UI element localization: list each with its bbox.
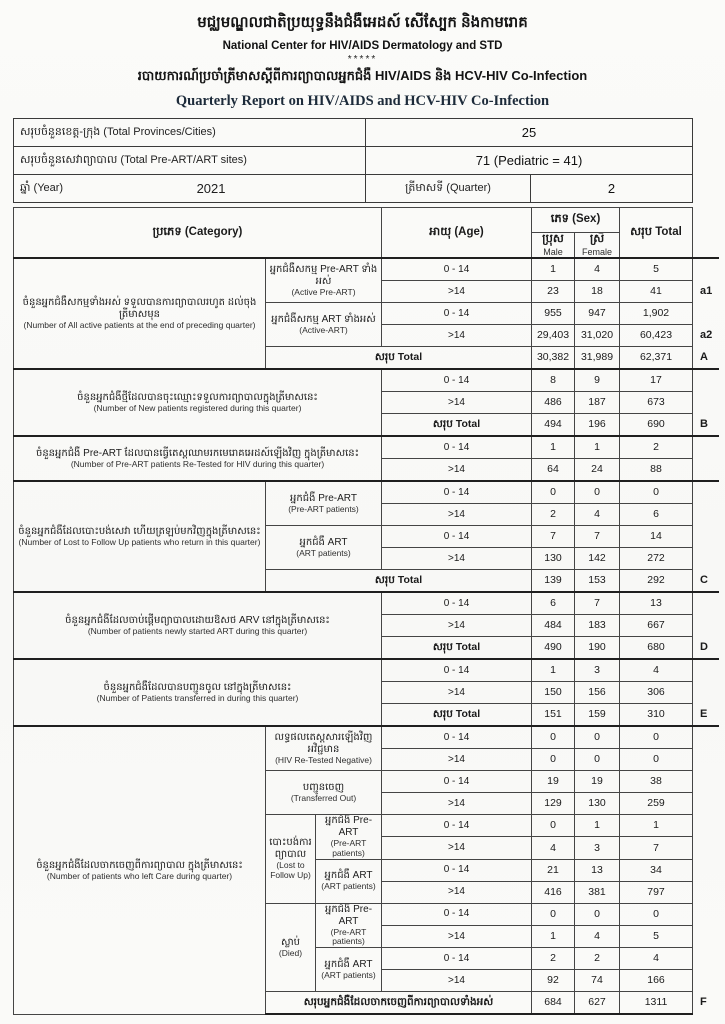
quarter-value: 2 bbox=[531, 175, 693, 203]
value-cell: 31,020 bbox=[575, 325, 620, 347]
value-cell: 2 bbox=[575, 948, 620, 970]
value-cell: 494 bbox=[532, 414, 575, 437]
table-row bbox=[14, 726, 719, 749]
ref-letter bbox=[693, 526, 719, 548]
summary-info-table bbox=[13, 118, 693, 203]
ref-letter: E bbox=[700, 707, 708, 720]
value-cell: 306 bbox=[620, 682, 693, 704]
ref-letter bbox=[693, 392, 719, 414]
value-cell: 6 bbox=[532, 592, 575, 615]
age-range-cell: 0 - 14 bbox=[382, 592, 532, 615]
value-cell: 4 bbox=[532, 837, 575, 859]
value-cell: 92 bbox=[532, 970, 575, 992]
value-cell: 153 bbox=[575, 570, 620, 593]
value-cell: 190 bbox=[575, 637, 620, 660]
value-cell: 0 bbox=[620, 749, 693, 771]
subcategory-label: លទ្ធផលតេស្តសារឡើងវិញ អវិជ្ជមាន (HIV Re-Tested Negative) bbox=[266, 726, 382, 771]
ref-letter bbox=[693, 859, 719, 881]
subcategory-label: អ្នកជំងឺ Pre-ART (Pre-ART patients) bbox=[316, 903, 382, 948]
total-row-label: សរុបអ្នកជំងឺដែលចាកចេញពីការព្យាបាលទាំងអស់ bbox=[266, 992, 532, 1015]
section-label: ចំនួនអ្នកជំងឺដែលបោះបង់សេវា ហើយត្រឡប់មកវិញក្នុងត្រីមាសនេះ (Number of Lost to Follow Up patients who return in this quarter) bbox=[14, 481, 266, 592]
ref-letter: A bbox=[700, 350, 708, 363]
value-cell: 6 bbox=[620, 504, 693, 526]
ref-letter bbox=[693, 659, 719, 682]
age-range-cell: 0 - 14 bbox=[382, 771, 532, 793]
value-cell: 130 bbox=[575, 793, 620, 815]
section-label: ចំនួនអ្នកជំងឺដែលចាប់ផ្ដើមព្យាបាលដោយឱសថ ARV នៅក្នុងត្រីមាសនេះ (Number of patients newly started ART during this quarter) bbox=[14, 592, 382, 659]
age-range-cell: 0 - 14 bbox=[382, 948, 532, 970]
ref-letter: B bbox=[700, 417, 708, 430]
total-row-label: សរុប Total bbox=[382, 637, 532, 660]
age-range-cell: >14 bbox=[382, 615, 532, 637]
section-label: ចំនួនអ្នកជំងឺដែលចាកចេញពីការព្យាបាល ក្នុងត្រីមាសនេះ (Number of patients who left Care during quarter) bbox=[14, 726, 266, 1014]
year-quarter-row bbox=[14, 175, 693, 203]
value-cell: 4 bbox=[620, 659, 693, 682]
value-cell: 1 bbox=[532, 659, 575, 682]
age-range-cell: 0 - 14 bbox=[382, 526, 532, 548]
report-header bbox=[0, 13, 725, 110]
age-range-cell: 0 - 14 bbox=[382, 903, 532, 925]
year-cell bbox=[14, 175, 366, 203]
value-cell: 486 bbox=[532, 392, 575, 414]
value-cell: 74 bbox=[575, 970, 620, 992]
age-range-cell: 0 - 14 bbox=[382, 369, 532, 392]
section-label: ចំនួនអ្នកជំងឺ Pre-ART ដែលបានធ្វើតេស្តឈាមរកមេរោគអេដស៍ឡើងវិញ ក្នុងត្រីមាសនេះ (Number of Pre-ART patients Re-Tested for HIV during this quarter) bbox=[14, 436, 382, 481]
report-subtitle-english: Quarterly Report on HIV/AIDS and HCV-HIV Co-Infection bbox=[175, 93, 550, 109]
value-cell: 9 bbox=[575, 369, 620, 392]
age-range-cell: 0 - 14 bbox=[382, 815, 532, 837]
sites-value: 71 (Pediatric = 41) bbox=[366, 147, 693, 175]
age-range-cell: 0 - 14 bbox=[382, 258, 532, 281]
group-label: បោះបង់ការព្យាបាល (Lost to Follow Up) bbox=[266, 815, 316, 904]
ref-letter bbox=[693, 303, 719, 325]
value-cell: 2 bbox=[532, 504, 575, 526]
value-cell: 4 bbox=[575, 258, 620, 281]
subcategory-label: អ្នកជំងឺ Pre-ART (Pre-ART patients) bbox=[316, 815, 382, 860]
ref-letter bbox=[693, 548, 719, 570]
value-cell: 0 bbox=[575, 481, 620, 504]
ref-letter: C bbox=[700, 573, 708, 586]
age-range-cell: >14 bbox=[382, 392, 532, 414]
value-cell: 150 bbox=[532, 682, 575, 704]
value-cell: 4 bbox=[575, 504, 620, 526]
value-cell: 627 bbox=[575, 992, 620, 1015]
value-cell: 7 bbox=[532, 526, 575, 548]
subcategory-label: បញ្ជូនចេញ (Transferred Out) bbox=[266, 771, 382, 815]
value-cell: 64 bbox=[532, 459, 575, 482]
ref-letter bbox=[693, 771, 719, 793]
ref-letter bbox=[693, 592, 719, 615]
ref-letter bbox=[693, 925, 719, 947]
value-cell: 17 bbox=[620, 369, 693, 392]
value-cell: 88 bbox=[620, 459, 693, 482]
age-range-cell: 0 - 14 bbox=[382, 726, 532, 749]
value-cell: 7 bbox=[620, 837, 693, 859]
ref-letter bbox=[693, 436, 719, 459]
ref-letter bbox=[693, 258, 719, 281]
provinces-value: 25 bbox=[366, 119, 693, 147]
ref-letter bbox=[693, 970, 719, 992]
value-cell: 292 bbox=[620, 570, 693, 593]
value-cell: 151 bbox=[532, 704, 575, 727]
value-cell: 490 bbox=[532, 637, 575, 660]
ref-letter bbox=[693, 815, 719, 837]
ref-letter: a2 bbox=[700, 329, 713, 342]
age-range-cell: >14 bbox=[382, 459, 532, 482]
value-cell: 2 bbox=[532, 948, 575, 970]
age-range-cell: 0 - 14 bbox=[382, 659, 532, 682]
age-range-cell: >14 bbox=[382, 970, 532, 992]
total-row-label: សរុប Total bbox=[382, 414, 532, 437]
value-cell: 0 bbox=[532, 903, 575, 925]
value-cell: 1 bbox=[575, 815, 620, 837]
age-range-cell: >14 bbox=[382, 281, 532, 303]
value-cell: 2 bbox=[620, 436, 693, 459]
ref-letter bbox=[693, 481, 719, 504]
value-cell: 4 bbox=[620, 948, 693, 970]
subcategory-label: អ្នកជំងឺ ART (ART patients) bbox=[266, 526, 382, 570]
value-cell: 684 bbox=[532, 992, 575, 1015]
ref-letter bbox=[693, 726, 719, 749]
ref-letter bbox=[693, 615, 719, 637]
subcategory-label: អ្នកជំងឺ ART (ART patients) bbox=[316, 859, 382, 903]
star-separator: ***** bbox=[347, 54, 378, 65]
group-label: ស្លាប់ (Died) bbox=[266, 903, 316, 992]
value-cell: 4 bbox=[575, 925, 620, 947]
org-title-khmer: មជ្ឈមណ្ឌលជាតិប្រយុទ្ធនឹងជំងឺអេដស៍ សើស្បែក និងកាមរោគ bbox=[197, 14, 528, 31]
ref-letter: D bbox=[700, 640, 708, 653]
value-cell: 5 bbox=[620, 925, 693, 947]
value-cell: 797 bbox=[620, 881, 693, 903]
report-subtitle-khmer: របាយការណ៍ប្រចាំត្រីមាសស្តីពីការព្យាបាលអ្នកជំងឺ HIV/AIDS និង HCV-HIV Co-Infection bbox=[137, 68, 588, 83]
value-cell: 139 bbox=[532, 570, 575, 593]
value-cell: 1311 bbox=[620, 992, 693, 1015]
ref-letter: F bbox=[700, 996, 707, 1009]
total-row-label: សរុប Total bbox=[266, 570, 532, 593]
ref-letter bbox=[693, 793, 719, 815]
value-cell: 947 bbox=[575, 303, 620, 325]
value-cell: 0 bbox=[620, 481, 693, 504]
value-cell: 41 bbox=[620, 281, 693, 303]
age-range-cell: >14 bbox=[382, 925, 532, 947]
age-range-cell: >14 bbox=[382, 837, 532, 859]
value-cell: 5 bbox=[620, 258, 693, 281]
value-cell: 8 bbox=[532, 369, 575, 392]
value-cell: 690 bbox=[620, 414, 693, 437]
value-cell: 30,382 bbox=[532, 347, 575, 370]
value-cell: 166 bbox=[620, 970, 693, 992]
table-row bbox=[14, 369, 719, 392]
ref-letter bbox=[693, 369, 719, 392]
value-cell: 31,989 bbox=[575, 347, 620, 370]
value-cell: 0 bbox=[532, 726, 575, 749]
ref-letter bbox=[693, 837, 719, 859]
value-cell: 21 bbox=[532, 859, 575, 881]
subcategory-label: អ្នកជំងឺ ART (ART patients) bbox=[316, 948, 382, 992]
value-cell: 3 bbox=[575, 659, 620, 682]
value-cell: 13 bbox=[620, 592, 693, 615]
year-label: ឆ្នាំ (Year) bbox=[20, 181, 64, 194]
value-cell: 1 bbox=[620, 815, 693, 837]
value-cell: 183 bbox=[575, 615, 620, 637]
subcategory-label: អ្នកជំងឺសកម្ម ART ទាំងអស់ (Active-ART) bbox=[266, 303, 382, 347]
value-cell: 1 bbox=[575, 436, 620, 459]
value-cell: 381 bbox=[575, 881, 620, 903]
value-cell: 1,902 bbox=[620, 303, 693, 325]
value-cell: 159 bbox=[575, 704, 620, 727]
table-row bbox=[14, 481, 719, 504]
value-cell: 416 bbox=[532, 881, 575, 903]
ref-letter bbox=[693, 948, 719, 970]
value-cell: 667 bbox=[620, 615, 693, 637]
value-cell: 259 bbox=[620, 793, 693, 815]
value-cell: 129 bbox=[532, 793, 575, 815]
value-cell: 1 bbox=[532, 436, 575, 459]
age-range-cell: 0 - 14 bbox=[382, 481, 532, 504]
table-row bbox=[14, 592, 719, 615]
value-cell: 142 bbox=[575, 548, 620, 570]
value-cell: 0 bbox=[575, 726, 620, 749]
table-row bbox=[14, 659, 719, 682]
column-header: ប្រុស Male bbox=[532, 233, 575, 259]
org-title-english: National Center for HIV/AIDS Dermatology and STD bbox=[222, 40, 503, 52]
value-cell: 673 bbox=[620, 392, 693, 414]
value-cell: 156 bbox=[575, 682, 620, 704]
value-cell: 0 bbox=[575, 749, 620, 771]
ref-letter bbox=[693, 682, 719, 704]
value-cell: 0 bbox=[620, 726, 693, 749]
value-cell: 187 bbox=[575, 392, 620, 414]
value-cell: 3 bbox=[575, 837, 620, 859]
value-cell: 19 bbox=[532, 771, 575, 793]
value-cell: 13 bbox=[575, 859, 620, 881]
ref-letter bbox=[693, 881, 719, 903]
value-cell: 680 bbox=[620, 637, 693, 660]
value-cell: 130 bbox=[532, 548, 575, 570]
age-range-cell: 0 - 14 bbox=[382, 859, 532, 881]
provinces-label: សរុបចំនួនខេត្ត-ក្រុង (Total Provinces/Cities) bbox=[14, 119, 366, 147]
value-cell: 62,371 bbox=[620, 347, 693, 370]
ref-letter bbox=[693, 459, 719, 482]
value-cell: 0 bbox=[532, 481, 575, 504]
ref-letter bbox=[693, 903, 719, 925]
column-header: ស្រី Female bbox=[575, 233, 620, 259]
value-cell: 29,403 bbox=[532, 325, 575, 347]
age-range-cell: >14 bbox=[382, 325, 532, 347]
value-cell: 272 bbox=[620, 548, 693, 570]
value-cell: 1 bbox=[532, 258, 575, 281]
sites-row bbox=[14, 147, 693, 175]
report-table bbox=[13, 207, 719, 1015]
value-cell: 60,423 bbox=[620, 325, 693, 347]
value-cell: 0 bbox=[532, 749, 575, 771]
age-range-cell: >14 bbox=[382, 881, 532, 903]
subcategory-label: អ្នកជំងឺសកម្ម Pre-ART ទាំងអស់ (Active Pre-ART) bbox=[266, 258, 382, 303]
sites-label: សរុបចំនួនសេវាព្យាបាល (Total Pre-ART/ART sites) bbox=[14, 147, 366, 175]
ref-letter bbox=[693, 208, 719, 233]
ref-letter: a1 bbox=[700, 285, 713, 298]
total-row-label: សរុប Total bbox=[382, 704, 532, 727]
section-label: ចំនួនអ្នកជំងឺសកម្មទាំងអស់ ទទួលបានការព្យាបាលរហូត ដល់ចុងត្រីមាសមុន (Number of All active patients at the end of preceding quarter) bbox=[14, 258, 266, 369]
value-cell: 0 bbox=[620, 903, 693, 925]
section-label: ចំនួនអ្នកជំងឺដែលបានបញ្ជូនចូល នៅក្នុងត្រីមាសនេះ (Number of Patients transferred in during this quarter) bbox=[14, 659, 382, 726]
section-label: ចំនួនអ្នកជំងឺថ្មីដែលបានចុះឈ្មោះទទួលការព្យាបាលក្នុងត្រីមាសនេះ (Number of New patients registered during this quarter) bbox=[14, 369, 382, 436]
value-cell: 7 bbox=[575, 592, 620, 615]
value-cell: 0 bbox=[575, 903, 620, 925]
age-range-cell: >14 bbox=[382, 682, 532, 704]
table-row bbox=[14, 208, 719, 233]
value-cell: 310 bbox=[620, 704, 693, 727]
ref-letter bbox=[693, 749, 719, 771]
total-row-label: សរុប Total bbox=[266, 347, 532, 370]
age-range-cell: 0 - 14 bbox=[382, 303, 532, 325]
year-value: 2021 bbox=[196, 181, 226, 196]
column-header: អាយុ (Age) bbox=[382, 208, 532, 259]
quarter-label: ត្រីមាសទី (Quarter) bbox=[366, 175, 531, 203]
value-cell: 34 bbox=[620, 859, 693, 881]
age-range-cell: >14 bbox=[382, 504, 532, 526]
provinces-row bbox=[14, 119, 693, 147]
ref-letter bbox=[693, 233, 719, 259]
value-cell: 1 bbox=[532, 925, 575, 947]
value-cell: 19 bbox=[575, 771, 620, 793]
column-header: ភេទ (Sex) bbox=[532, 208, 620, 233]
subcategory-label: អ្នកជំងឺ Pre-ART (Pre-ART patients) bbox=[266, 481, 382, 526]
value-cell: 18 bbox=[575, 281, 620, 303]
value-cell: 14 bbox=[620, 526, 693, 548]
value-cell: 24 bbox=[575, 459, 620, 482]
column-header: សរុប Total bbox=[620, 208, 693, 259]
value-cell: 484 bbox=[532, 615, 575, 637]
value-cell: 196 bbox=[575, 414, 620, 437]
value-cell: 38 bbox=[620, 771, 693, 793]
table-row bbox=[14, 258, 719, 281]
value-cell: 7 bbox=[575, 526, 620, 548]
table-row bbox=[14, 436, 719, 459]
age-range-cell: >14 bbox=[382, 749, 532, 771]
value-cell: 23 bbox=[532, 281, 575, 303]
age-range-cell: >14 bbox=[382, 548, 532, 570]
ref-letter bbox=[693, 504, 719, 526]
column-header: ប្រភេទ (Category) bbox=[14, 208, 382, 259]
age-range-cell: >14 bbox=[382, 793, 532, 815]
age-range-cell: 0 - 14 bbox=[382, 436, 532, 459]
value-cell: 0 bbox=[532, 815, 575, 837]
value-cell: 955 bbox=[532, 303, 575, 325]
